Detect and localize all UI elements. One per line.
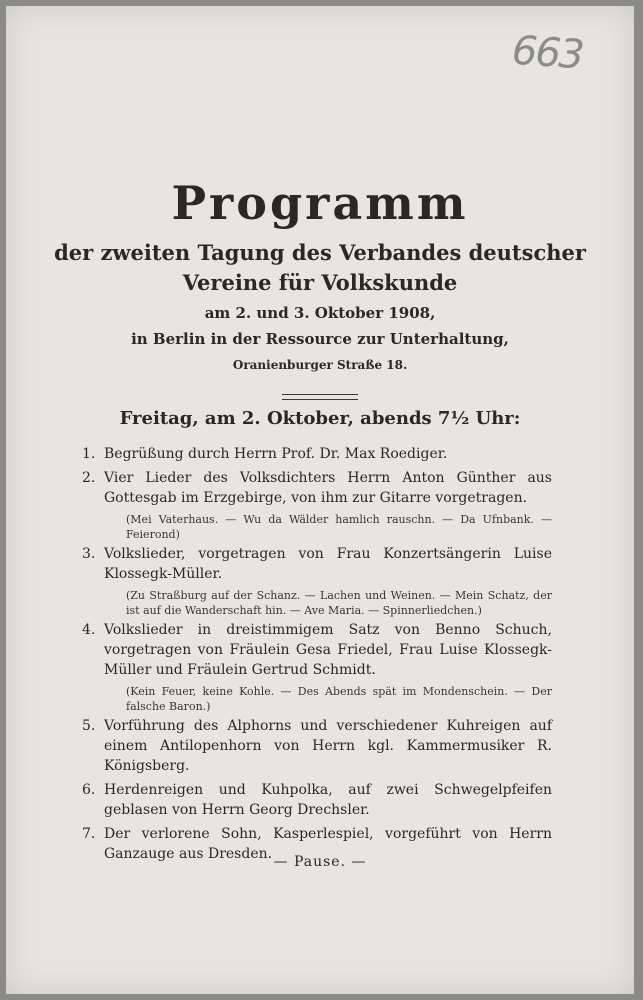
item-number: 5. (82, 718, 96, 734)
address-line: Oranienburger Straße 18. (232, 358, 408, 372)
day-heading: Freitag, am 2. Oktober, abends 7½ Uhr: (119, 408, 521, 429)
date-line: am 2. und 3. Oktober 1908, (204, 304, 436, 322)
item-text: Volkslieder, vorgetragen von Frau Konzertsängerin Luise Klossegk-Müller. (104, 546, 552, 582)
item-number: 6. (82, 782, 96, 798)
item-text: Volkslieder in dreistimmigem Satz von Benno Schuch, vorgetragen von Fräulein Gesa Friedel, Frau Luise Klossegk-Müller und Fräulein Gertrud Schmidt. (104, 622, 552, 678)
subtitle-line-2: Vereine für Volkskunde (182, 270, 458, 295)
item-text: Vier Lieder des Volksdichters Herrn Anton Günther aus Gottesgab im Erzgebirge, von ihm zur Gitarre vorgetragen. (104, 470, 552, 506)
program-item (82, 444, 552, 464)
document-title: Programm (171, 176, 469, 230)
item-number: 2. (82, 470, 96, 486)
program-item (82, 544, 552, 584)
document-page (6, 6, 634, 994)
archive-number: 663 (510, 27, 584, 79)
item-text: Vorführung des Alphorns und verschiedener Kuhreigen auf einem Antilopenhorn von Herrn kgl. Kammermusiker R. Königsberg. (104, 718, 552, 774)
program-item (82, 620, 552, 680)
item-number: 4. (82, 622, 96, 638)
program-item (82, 780, 552, 820)
item-text: Begrüßung durch Herrn Prof. Dr. Max Roediger. (104, 446, 448, 462)
item-number: 7. (82, 826, 96, 842)
venue-line: in Berlin in der Ressource zur Unterhaltung, (131, 330, 509, 348)
item-text: Herdenreigen und Kuhpolka, auf zwei Schwegelpfeifen geblasen von Herrn Georg Drechsler. (104, 782, 552, 818)
item-text: Der verlorene Sohn, Kasperlespiel, vorgeführt von Herrn Ganzauge aus Dresden. (104, 826, 552, 862)
item-number: 1. (82, 446, 96, 462)
item-note: (Kein Feuer, keine Kohle. — Des Abends spät im Mondenschein. — Der falsche Baron.) (126, 685, 552, 713)
subtitle-line-1: der zweiten Tagung des Verbandes deutscher (54, 240, 586, 265)
program-item (82, 716, 552, 776)
divider (282, 394, 358, 400)
program-item (82, 468, 552, 508)
pause-line: — Pause. — (273, 854, 367, 870)
header (6, 174, 634, 400)
item-number: 3. (82, 546, 96, 562)
program-list (82, 444, 552, 868)
item-note: (Mei Vaterhaus. — Wu da Wälder hamlich rauschn. — Da Ufnbank. — Feierond) (126, 513, 552, 541)
item-note: (Zu Straßburg auf der Schanz. — Lachen und Weinen. — Mein Schatz, der ist auf die Wanderschaft hin. — Ave Maria. — Spinnerliedchen.) (126, 589, 552, 617)
